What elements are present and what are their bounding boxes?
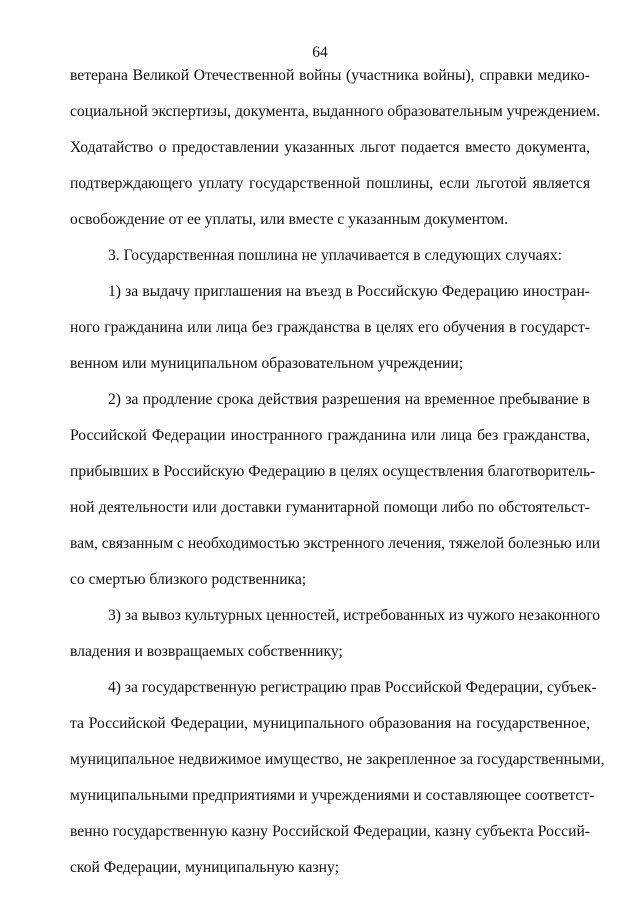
text-line: освобождение от ее уплаты, или вместе с указанным документом. bbox=[70, 211, 508, 228]
text-line: муниципальное недвижимое имущество, не закрепленное за государственными, bbox=[70, 751, 605, 768]
text-line: социальной экспертизы, документа, выданного образовательным учреждением. bbox=[70, 103, 600, 120]
text-line: ской Федерации, муниципальную казну; bbox=[70, 859, 339, 876]
text-line: вам, связанным с необходимостью экстренного лечения, тяжелой болезнью или bbox=[70, 535, 601, 552]
text-line: 3. Государственная пошлина не уплачивается в следующих случаях: bbox=[108, 247, 562, 264]
text-line: подтверждающего уплату государственной пошлины, если льготой является bbox=[70, 175, 590, 192]
text-line: Ходатайство о предоставлении указанных льгот подается вместо документа, bbox=[70, 139, 590, 156]
page-number: 64 bbox=[312, 44, 328, 61]
text-line: муниципальными предприятиями и учреждениями и составляющее соответст- bbox=[70, 787, 595, 804]
text-line: 2) за продление срока действия разрешения на временное пребывание в bbox=[108, 391, 590, 408]
text-line: владения и возвращаемых собственнику; bbox=[70, 643, 343, 660]
text-line: венном или муниципальном образовательном учреждении; bbox=[70, 355, 464, 372]
text-line: 1) за выдачу приглашения на въезд в Российскую Федерацию иностран- bbox=[108, 283, 590, 300]
text-line: Российской Федерации иностранного гражданина или лица без гражданства, bbox=[70, 427, 590, 444]
text-line: ной деятельности или доставки гуманитарной помощи либо по обстоятельст- bbox=[70, 499, 590, 516]
text-line: 4) за государственную регистрацию прав Российской Федерации, субъек- bbox=[108, 679, 597, 696]
text-line: та Российской Федерации, муниципального образования на государственное, bbox=[70, 715, 590, 732]
text-line: венно государственную казну Российской Федерации, казну субъекта Россий- bbox=[70, 823, 590, 840]
text-line: 3) за вывоз культурных ценностей, истребованных из чужого незаконного bbox=[108, 607, 601, 624]
text-line: со смертью близкого родственника; bbox=[70, 571, 307, 588]
text-line: ветерана Великой Отечественной войны (участника войны), справки медико- bbox=[70, 67, 590, 84]
text-line: прибывших в Российскую Федерацию в целях осуществления благотворитель- bbox=[70, 463, 596, 480]
text-line: ного гражданина или лица без гражданства в целях его обучения в государст- bbox=[70, 319, 590, 336]
